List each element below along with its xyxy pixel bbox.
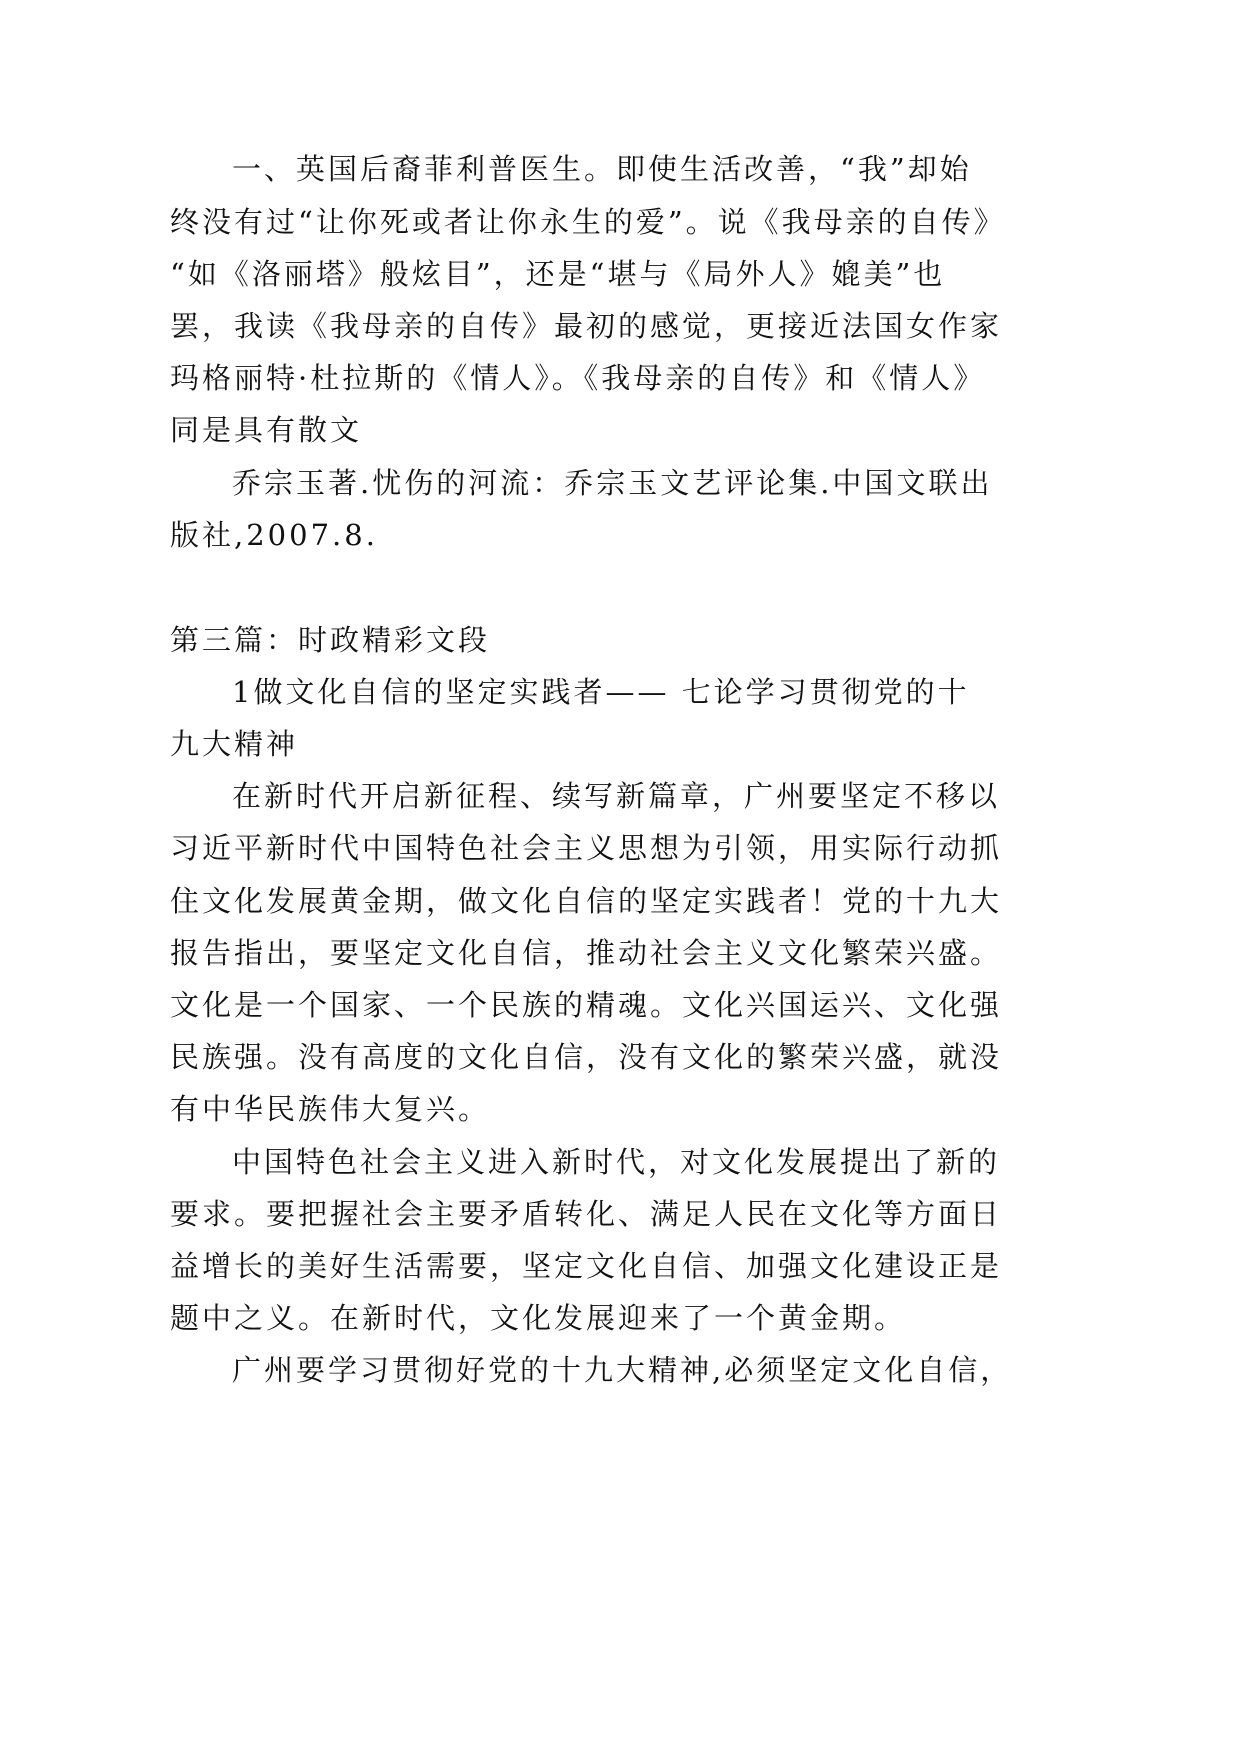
text-line: 同是具有散文 <box>170 413 363 447</box>
text-line: 住文化发展黄金期，做文化自信的坚定实践者！党的十九大 <box>170 884 1003 918</box>
text-line: 民族强。没有高度的文化自信，没有文化的繁荣兴盛，就没 <box>170 1040 1003 1074</box>
text-line: 广州要学习贯彻好党的十九大精神,必须坚定文化自信， <box>232 1353 1013 1387</box>
section-title: 第三篇：时政精彩文段 <box>170 623 491 657</box>
text-line: 益增长的美好生活需要，坚定文化自信、加强文化建设正是 <box>170 1249 1003 1283</box>
text-line: 中国特色社会主义进入新时代，对文化发展提出了新的 <box>232 1145 1001 1179</box>
text-line: 罢，我读《我母亲的自传》最初的感觉，更接近法国女作家 <box>170 309 1003 343</box>
text-line: 文化是一个国家、一个民族的精魂。文化兴国运兴、文化强 <box>170 988 1003 1022</box>
text-line: 有中华民族伟大复兴。 <box>170 1092 491 1126</box>
text-line: “如《洛丽塔》般炫目”，还是“堪与《局外人》媲美”也 <box>170 257 946 291</box>
text-line: 版社,2007.8. <box>170 518 378 552</box>
text-line: 终没有过“让你死或者让你永生的爱”。说《我母亲的自传》 <box>170 205 1006 239</box>
text-line: 一、英国后裔菲利普医生。即使生活改善，“我”却始 <box>232 152 972 186</box>
article-title: 九大精神 <box>170 727 299 761</box>
text-line: 报告指出，要坚定文化自信，推动社会主义文化繁荣兴盛。 <box>170 936 1003 970</box>
text-line: 玛格丽特·杜拉斯的《情人》。《我母亲的自传》和《情人》 <box>170 361 986 395</box>
text-line: 要求。要把握社会主要矛盾转化、满足人民在文化等方面日 <box>170 1197 1003 1231</box>
text-line: 乔宗玉著.忧伤的河流：乔宗玉文艺评论集.中国文联出 <box>232 466 993 500</box>
text-line: 在新时代开启新征程、续写新篇章，广州要坚定不移以 <box>232 779 1001 813</box>
article-title: 1做文化自信的坚定实践者—— 七论学习贯彻党的十 <box>232 675 970 709</box>
text-line: 题中之义。在新时代，文化发展迎来了一个黄金期。 <box>170 1301 907 1335</box>
text-line: 习近平新时代中国特色社会主义思想为引领，用实际行动抓 <box>170 831 1003 865</box>
